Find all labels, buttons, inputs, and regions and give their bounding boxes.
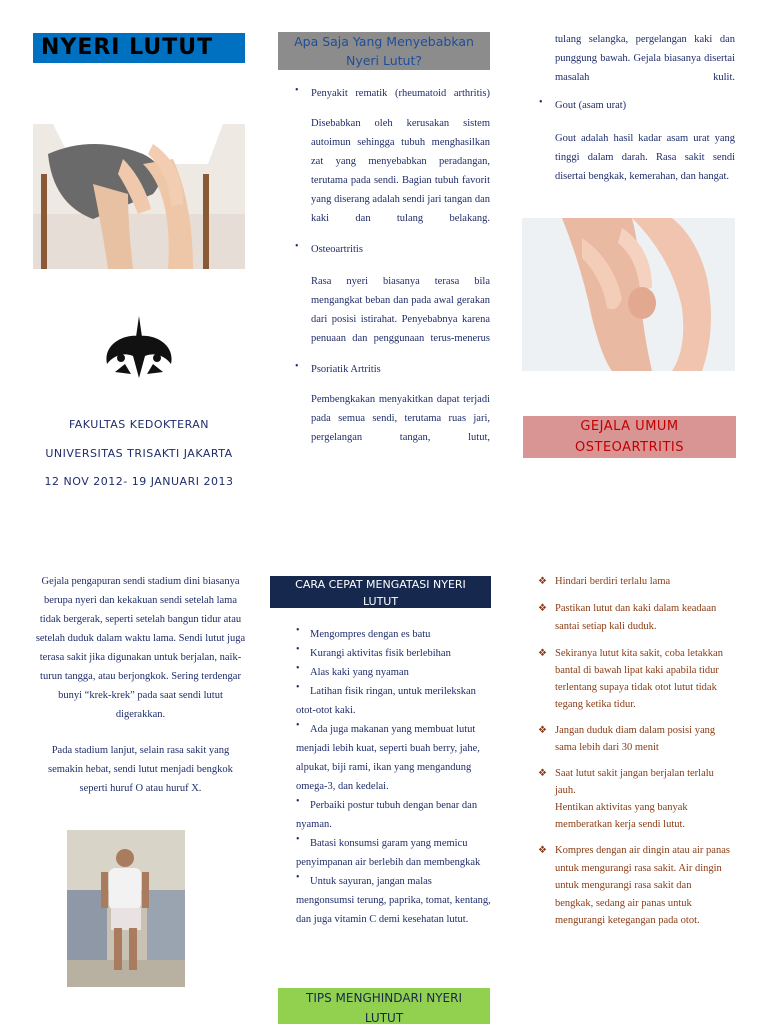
cause-item-gout-desc: Gout adalah hasil kadar asam urat yang tinggi dalam darah. Rasa sakit sendi disertai bengkak, kemerahan, dan hangat.	[555, 133, 735, 182]
remedy-item-5: • Perbaiki postur tubuh dengan benar dan nyaman.	[296, 796, 478, 830]
cause-item-osteoarthritis-title: Osteoartritis	[311, 244, 363, 255]
brochure-title-box	[33, 33, 245, 63]
causes-list	[295, 84, 490, 447]
tip-item-5: ❖ Kompres dengan air dingin atau air panas untuk mengurangi rasa sakit. Air dingin untuk mengurangi rasa sakit dan bengkak, sedang air panas untuk mengurangi ketegangan pada otot.	[538, 845, 730, 926]
cause-item-osteoarthritis: • Osteoartritis	[295, 240, 490, 259]
diamond-bullet-icon: ❖	[538, 603, 547, 614]
university-logo	[101, 316, 177, 378]
tip-item-2: ❖ Sekiranya lutut kita sakit, coba letakkan bantal di bawah lipat kaki apabila tidur terlentang supaya tidak otot lutut tidak tegang ketika tidur.	[538, 648, 723, 710]
remedy-item-4: • Ada juga makanan yang membuat lutut menjadi lebih kuat, seperti buah berry, jahe, alpukat, biji rami, ikan yang mengandung omega-3, dan kedelai.	[296, 720, 480, 792]
cause-item-osteoarthritis-desc: Rasa nyeri biasanya terasa bila mengangkat beban dan pada awal gerakan dari posisi istirahat. Penyebabnya karena penuaan dan penggunaan terus-menerus	[311, 276, 490, 344]
brochure-title: NYERI LUTUT	[41, 35, 214, 60]
patient-photo-hospital	[67, 830, 185, 987]
cause-item-gout: • Gout (asam urat) Gout adalah hasil kadar asam urat yang tinggi dalam darah. Rasa sakit sendi disertai bengkak, kemerahan, dan hangat.	[539, 96, 735, 186]
cause-item-rheumatoid: • Penyakit rematik (rheumatoid arthritis)	[295, 84, 490, 103]
cause-item-gout-title: Gout (asam urat)	[555, 100, 627, 111]
university-name: UNIVERSITAS TRISAKTI JAKARTA	[45, 447, 233, 460]
diamond-bullet-icon: ❖	[538, 845, 547, 856]
symptoms-paragraph-2: Pada stadium lanjut, selain rasa sakit yang semakin hebat, sendi lutut menjadi bengkok seperti huruf O atau huruf X.	[48, 745, 233, 794]
tips-header	[278, 988, 490, 1024]
symptoms-text	[35, 572, 246, 798]
quick-remedy-header-text: CARA CEPAT MENGATASI NYERI LUTUT	[295, 578, 466, 608]
symptoms-paragraph-1: Gejala pengapuran sendi stadium dini biasanya berupa nyeri dan kekakuan sendi setelah lama tidak bergerak, seperti setelah bangun tidur atau setelah duduk dalam waktu lama. Sendi lutut juga terasa sakit jika digunakan untuk berjalan, naik-turun tangga, atau berjongkok. Sering terdengar bunyi “krek-krek” pada saat sendi lutut digerakkan.	[35, 576, 246, 720]
cause-item-psoriatic-desc: Pembengkakan menyakitkan dapat terjadi pada semua sendi, terutama ruas jari, pergelangan tangan, lutut,	[311, 394, 490, 443]
diamond-bullet-icon: ❖	[538, 648, 547, 659]
tips-header-text: TIPS MENGHINDARI NYERI LUTUT	[306, 991, 462, 1025]
remedy-item-1: • Kurangi aktivitas fisik berlebihan	[296, 644, 451, 659]
cause-item-rheumatoid-desc: Disebabkan oleh kerusakan sistem autoimun sehingga tubuh menghasilkan zat yang menyebabkan peradangan, terutama pada sendi. Bagian tubuh favorit yang diserang adalah sendi jari tangan dan kaki dan tulang belakang.	[311, 118, 490, 224]
cause-item-psoriatic-title: Psoriatik Artritis	[311, 364, 381, 375]
quick-remedy-header	[270, 576, 491, 608]
diamond-bullet-icon: ❖	[538, 768, 547, 779]
knee-pain-photo-legs	[522, 218, 735, 371]
psoriatic-continued: tulang selangka, pergelangan kaki dan punggung bawah. Gejala biasanya disertai masalah kulit.	[555, 34, 735, 83]
causes-header	[278, 32, 490, 70]
date-range: 12 NOV 2012- 19 JANUARI 2013	[44, 475, 234, 488]
remedy-item-6: • Batasi konsumsi garam yang memicu penyimpanan air berlebih dan membengkak	[296, 834, 481, 868]
tip-item-3: ❖ Jangan duduk diam dalam posisi yang sama lebih dari 30 menit	[538, 725, 716, 753]
knee-pain-photo-sitting	[33, 124, 245, 269]
gejala-header-text: GEJALA UMUM OSTEOARTRITIS	[575, 419, 684, 455]
gejala-header	[523, 416, 736, 458]
tips-list	[538, 573, 732, 930]
tip-item-1: ❖ Pastikan lutut dan kaki dalam keadaan santai setiap kali duduk.	[538, 603, 717, 632]
tip-item-4: ❖ Saat lutut sakit jangan berjalan terlalu jauh. Hentikan aktivitas yang banyak memberatkan kerja sendi lutut.	[538, 768, 714, 830]
remedy-item-7: • Untuk sayuran, jangan malas mengonsumsi terung, paprika, tomat, kentang, dan juga vitamin C demi kesehatan lutut.	[296, 872, 491, 925]
diamond-bullet-icon: ❖	[538, 725, 547, 736]
faculty-name: FAKULTAS KEDOKTERAN	[68, 418, 210, 431]
remedy-item-3: • Latihan fisik ringan, untuk merilekskan otot-otot kaki.	[296, 682, 476, 716]
diamond-bullet-icon: ❖	[538, 576, 547, 587]
remedy-item-2: • Alas kaki yang nyaman	[296, 663, 409, 678]
remedy-item-0: • Mengompres dengan es batu	[296, 625, 431, 640]
cause-item-rheumatoid-title: Penyakit rematik (rheumatoid arthritis)	[311, 88, 490, 99]
quick-remedy-list	[296, 625, 491, 929]
causes-header-text: Apa Saja Yang Menyebabkan Nyeri Lutut?	[294, 34, 474, 68]
cause-item-psoriatic: • Psoriatik Artritis	[295, 360, 490, 379]
tip-item-0: ❖ Hindari berdiri terlalu lama	[538, 576, 671, 587]
